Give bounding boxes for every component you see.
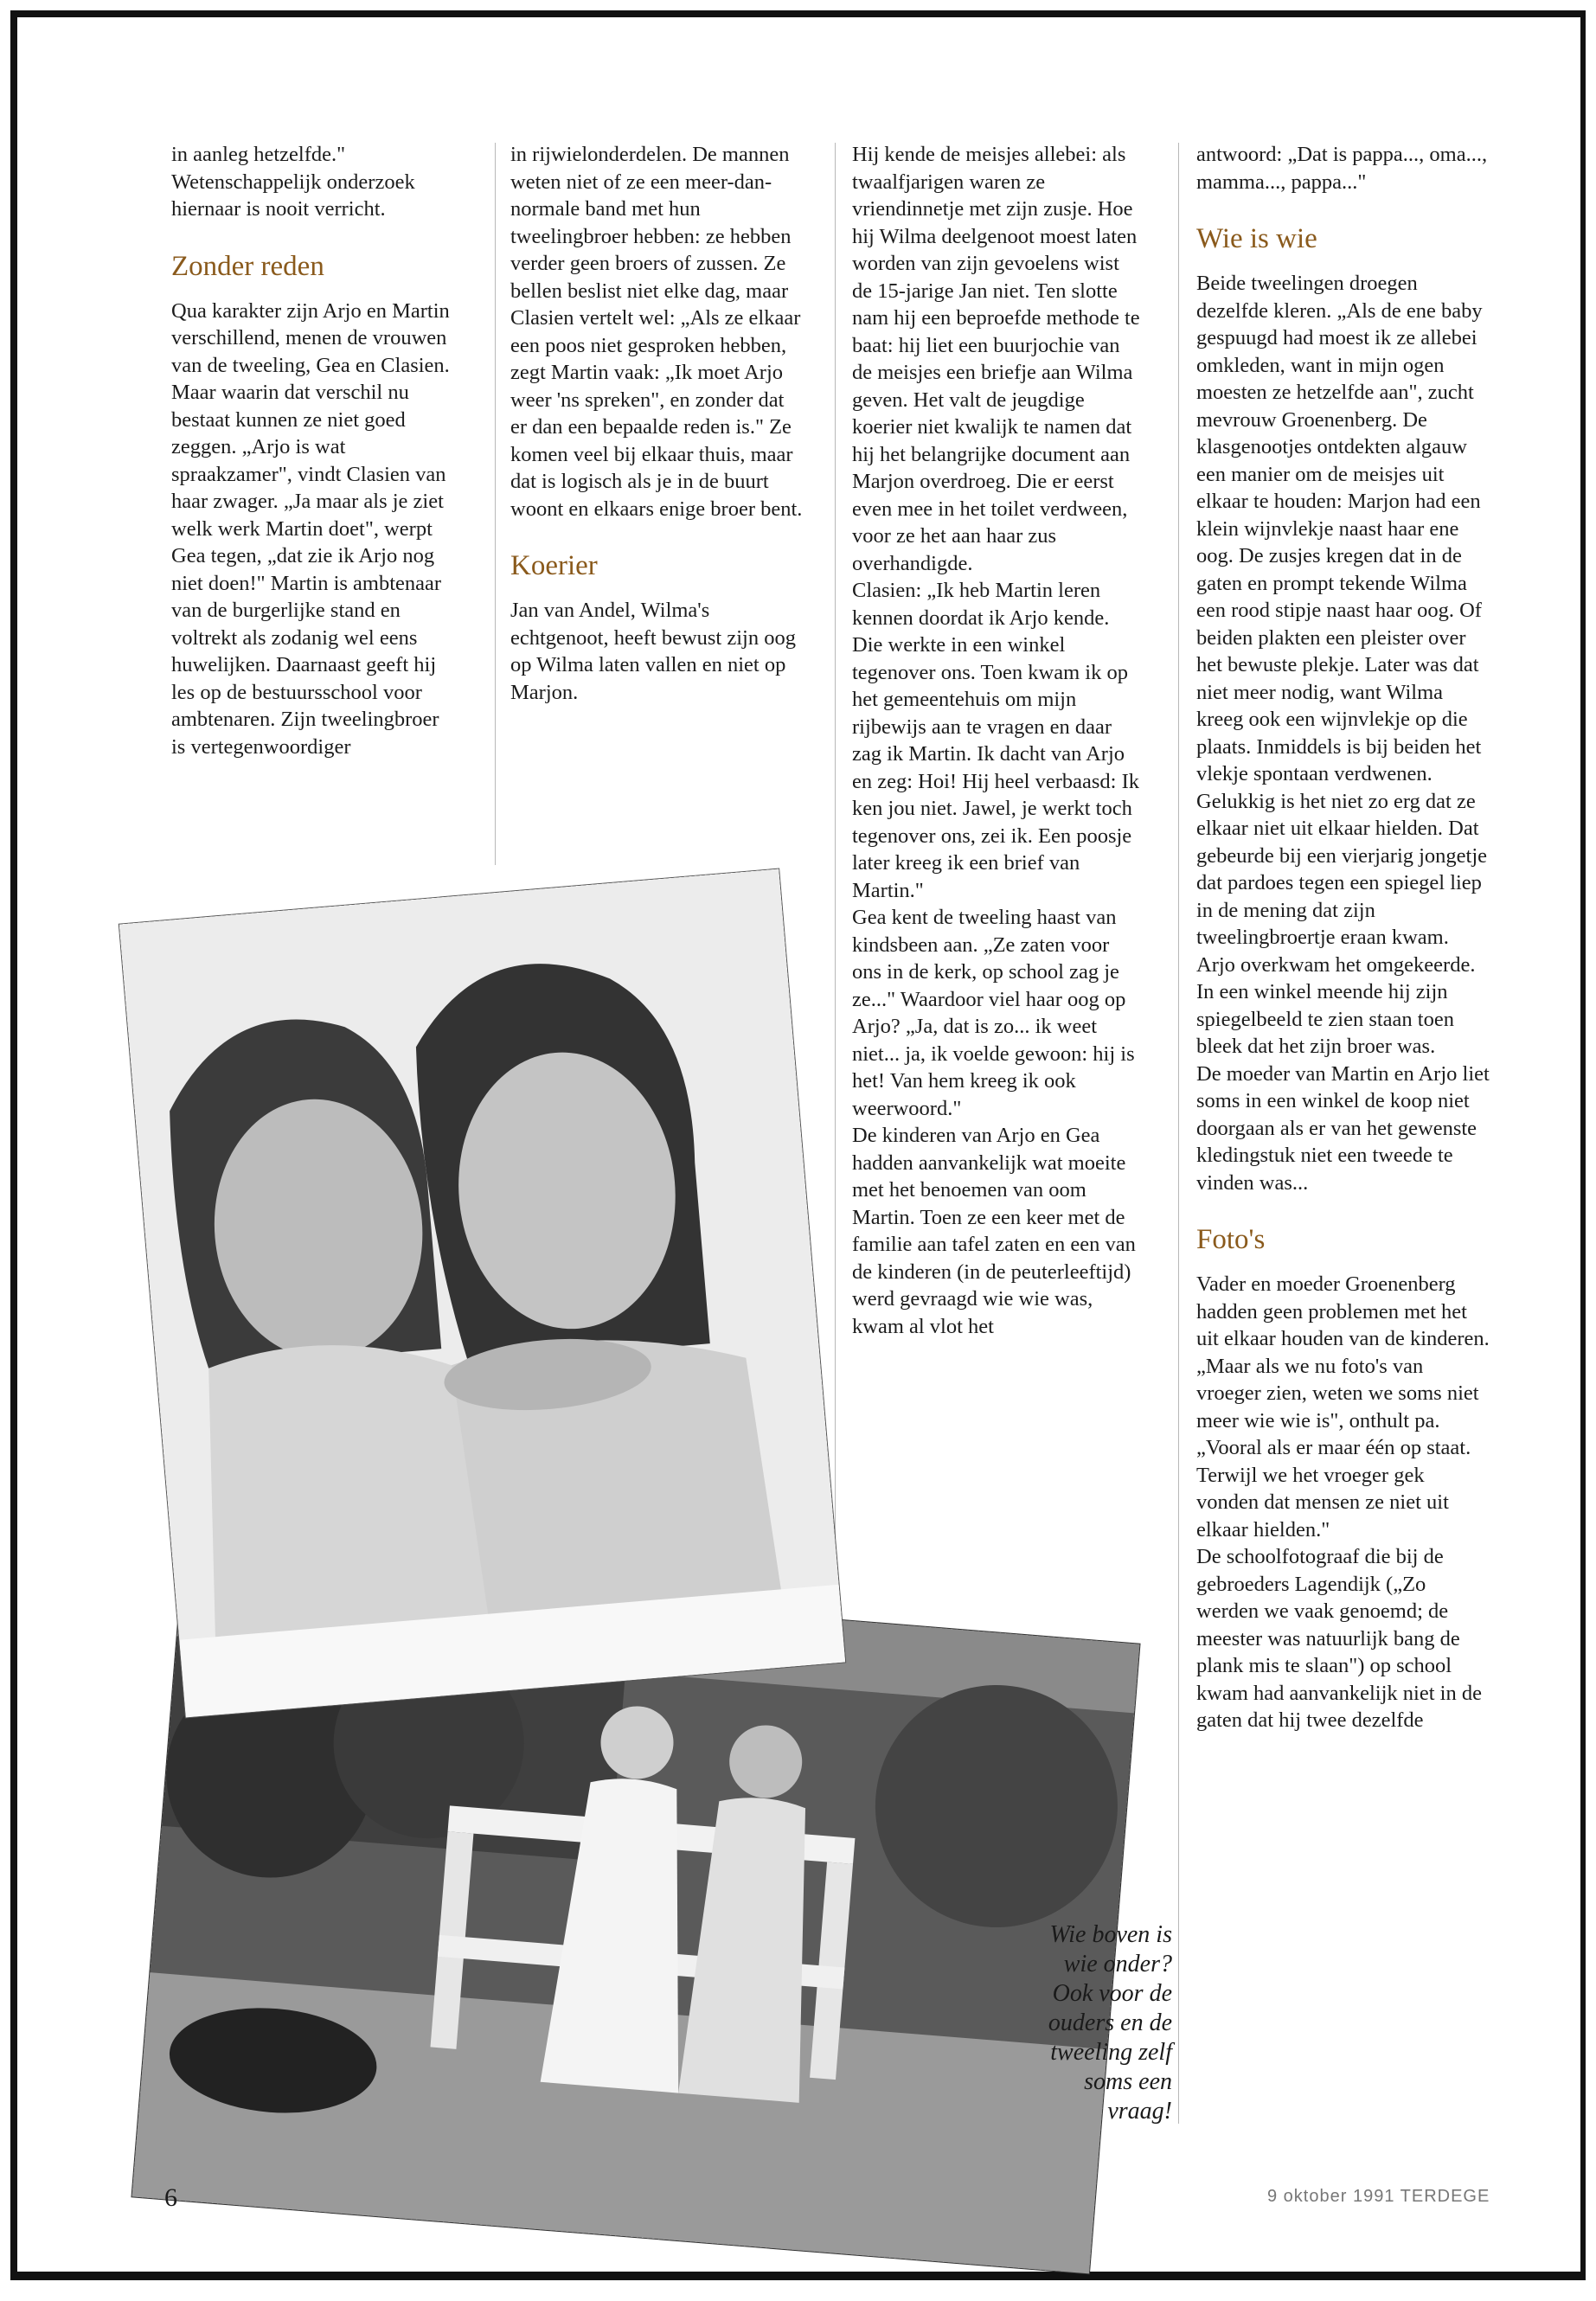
column-1 xyxy=(171,141,457,760)
column-3-paragraph: Clasien: „Ik heb Martin leren kennen doordat ik Arjo kende. Die werkte in een winkel tegenover ons. Toen kwam ik op het gemeentehuis om mijn rijbewijs aan te vragen en daar zag ik Martin. Ik dacht van Arjo en zeg: Hoi! Hij heel verbaasd: Ik ken jou niet. Jawel, je werkt toch tegenover ons, zei ik. Een poosje later kreeg ik een brief van Martin." xyxy=(852,579,1139,902)
page-number: 6 xyxy=(164,2183,177,2212)
column-3-paragraph: De kinderen van Arjo en Gea hadden aanvankelijk wat moeite met het benoemen van oom Martin. Toen ze een keer met de familie aan tafel zaten en een van de kinderen (in de peuterleeftijd) werd gevraagd wie wie was, kwam al vlot het xyxy=(852,1124,1136,1338)
column-4-paragraph: De moeder van Martin en Arjo liet soms in een winkel de koop niet doorgaan als er van het gewenste kledingstuk niet een tweede te vinden was... xyxy=(1196,1061,1490,1195)
column-4-paragraph: Gelukkig is het niet zo erg dat ze elkaar niet uit elkaar hielden. Dat gebeurde bij een vierjarig jongetje dat pardoes tegen een spiegel liep in de mening dat zijn tweelingbroertje eraan kwam. Arjo overkwam het omgekeerde. In een winkel meende hij zijn spiegelbeeld te zien staan toen bleek dat het zijn broer was. xyxy=(1196,789,1488,1058)
column-2 xyxy=(510,141,804,706)
column-4-paragraph: Beide tweelingen droegen dezelfde kleren. „Als de ene baby gespuugd had moest ik ze allebei omkleden, want in mijn ogen moesten ze hetzelfde aan", zucht mevrouw Groenenberg. De klasgenootjes ontdekten algauw een manier om de meisjes uit elkaar te houden: Marjon had een klein wijnvlekje naast haar ene oog. De zusjes kregen dat in de gaten en prompt tekende Wilma een rood stipje naast haar oog. Of beiden plakten een pleister over het bewuste plekje. Later was dat niet meer nodig, want Wilma kreeg ook een wijnvlekje op die plaats. Inmiddels is bij beiden het vlekje spontaan verdwenen. xyxy=(1196,272,1483,785)
column-4-paragraph: antwoord: „Dat is pappa..., oma..., mamma..., pappa..." xyxy=(1196,143,1488,194)
column-3 xyxy=(852,141,1142,1340)
twin-girls-photo xyxy=(119,869,845,1718)
footer-issue-date: 9 oktober 1991 TERDEGE xyxy=(1267,2187,1490,2206)
heading-zonder-reden: Zonder reden xyxy=(171,250,324,282)
heading-fotos: Foto's xyxy=(1196,1224,1266,1255)
photo-young-twins xyxy=(119,869,845,1718)
column-2-paragraph: Jan van Andel, Wilma's echtgenoot, heeft bewust zijn oog op Wilma laten vallen en niet op Marjon. xyxy=(510,599,796,704)
column-2-paragraph: in rijwielonderdelen. De mannen weten niet of ze een meer-dan-normale band met hun tweelingbroer hebben: ze hebben verder geen broers of zussen. Ze bellen beslist niet elke dag, maar Clasien vertelt wel: „Als ze elkaar een poos niet gesproken hebben, zegt Martin vaak: „Ik moet Arjo weer 'ns spreken", en zonder dat er dan een bepaalde reden is." Ze komen veel bij elkaar thuis, maar dat is logisch als je in de buurt woont en elkaars enige broer bent. xyxy=(510,143,803,521)
column-3-paragraph: Gea kent de tweeling haast van kindsbeen aan. „Ze zaten voor ons in de kerk, op school zag je ze..." Waardoor viel haar oog op Arjo? „Ja, dat is zo... ik weet niet... ja, ik voelde gewoon: hij is het! Van hem kreeg ik ook weerwoord." xyxy=(852,906,1135,1120)
column-divider xyxy=(495,143,496,865)
column-divider xyxy=(835,143,836,1574)
column-4-paragraph: De schoolfotograaf die bij de gebroeders Lagendijk („Zo werden we vaak genoemd; de meester was natuurlijk bang de plank mis te slaan") op school kwam had aanvankelijk niet in de gaten dat hij twee dezelfde xyxy=(1196,1545,1482,1732)
column-4-paragraph: Vader en moeder Groenenberg hadden geen problemen met het uit elkaar houden van de kinderen. „Maar als we nu foto's van vroeger zien, weten we soms niet meer wie wie is", onthult pa. „Vooral als er maar één op staat. Terwijl we het vroeger gek vonden dat mensen ze niet uit elkaar hielden." xyxy=(1196,1272,1490,1541)
photo-caption: Wie boven is wie onder? Ook voor de ouders en de tweeling zelf soms een vraag! xyxy=(1048,1921,1172,2125)
heading-koerier: Koerier xyxy=(510,550,598,581)
heading-wie-is-wie: Wie is wie xyxy=(1196,223,1317,254)
column-1-paragraph: in aanleg hetzelfde." Wetenschappelijk onderzoek hiernaar is nooit verricht. xyxy=(171,143,415,221)
column-1-paragraph: Qua karakter zijn Arjo en Martin verschillend, menen de vrouwen van de tweeling, Gea en Clasien. Maar waarin dat verschil nu bestaat kunnen ze niet goed zeggen. „Arjo is wat spraakzamer", vindt Clasien van haar zwager. „Ja maar als je ziet welk werk Martin doet", werpt Gea tegen, „dat zie ik Arjo nog niet doen!" Martin is ambtenaar van de burgerlijke stand en voltrekt als zodanig wel eens huwelijken. Daarnaast geeft hij les op de bestuursschool voor ambtenaren. Zijn tweelingbroer is vertegenwoordiger xyxy=(171,298,450,759)
column-divider xyxy=(1178,143,1179,2124)
column-4 xyxy=(1196,141,1490,1734)
column-3-paragraph: Hij kende de meisjes allebei: als twaalfjarigen waren ze vriendinnetje met zijn zusje. Hoe hij Wilma deelgenoot moest laten worden van zijn gevoelens wist de 15-jarige Jan niet. Ten slotte nam hij een beproefde methode te baat: hij liet een buurjochie van de meisjes een briefje aan Wilma geven. Het valt de jeugdige koerier niet kwalijk te namen dat hij het belangrijke document aan Marjon overdroeg. Die er eerst even mee in het toilet verdween, voor ze het aan haar zus overhandigde. xyxy=(852,143,1140,575)
